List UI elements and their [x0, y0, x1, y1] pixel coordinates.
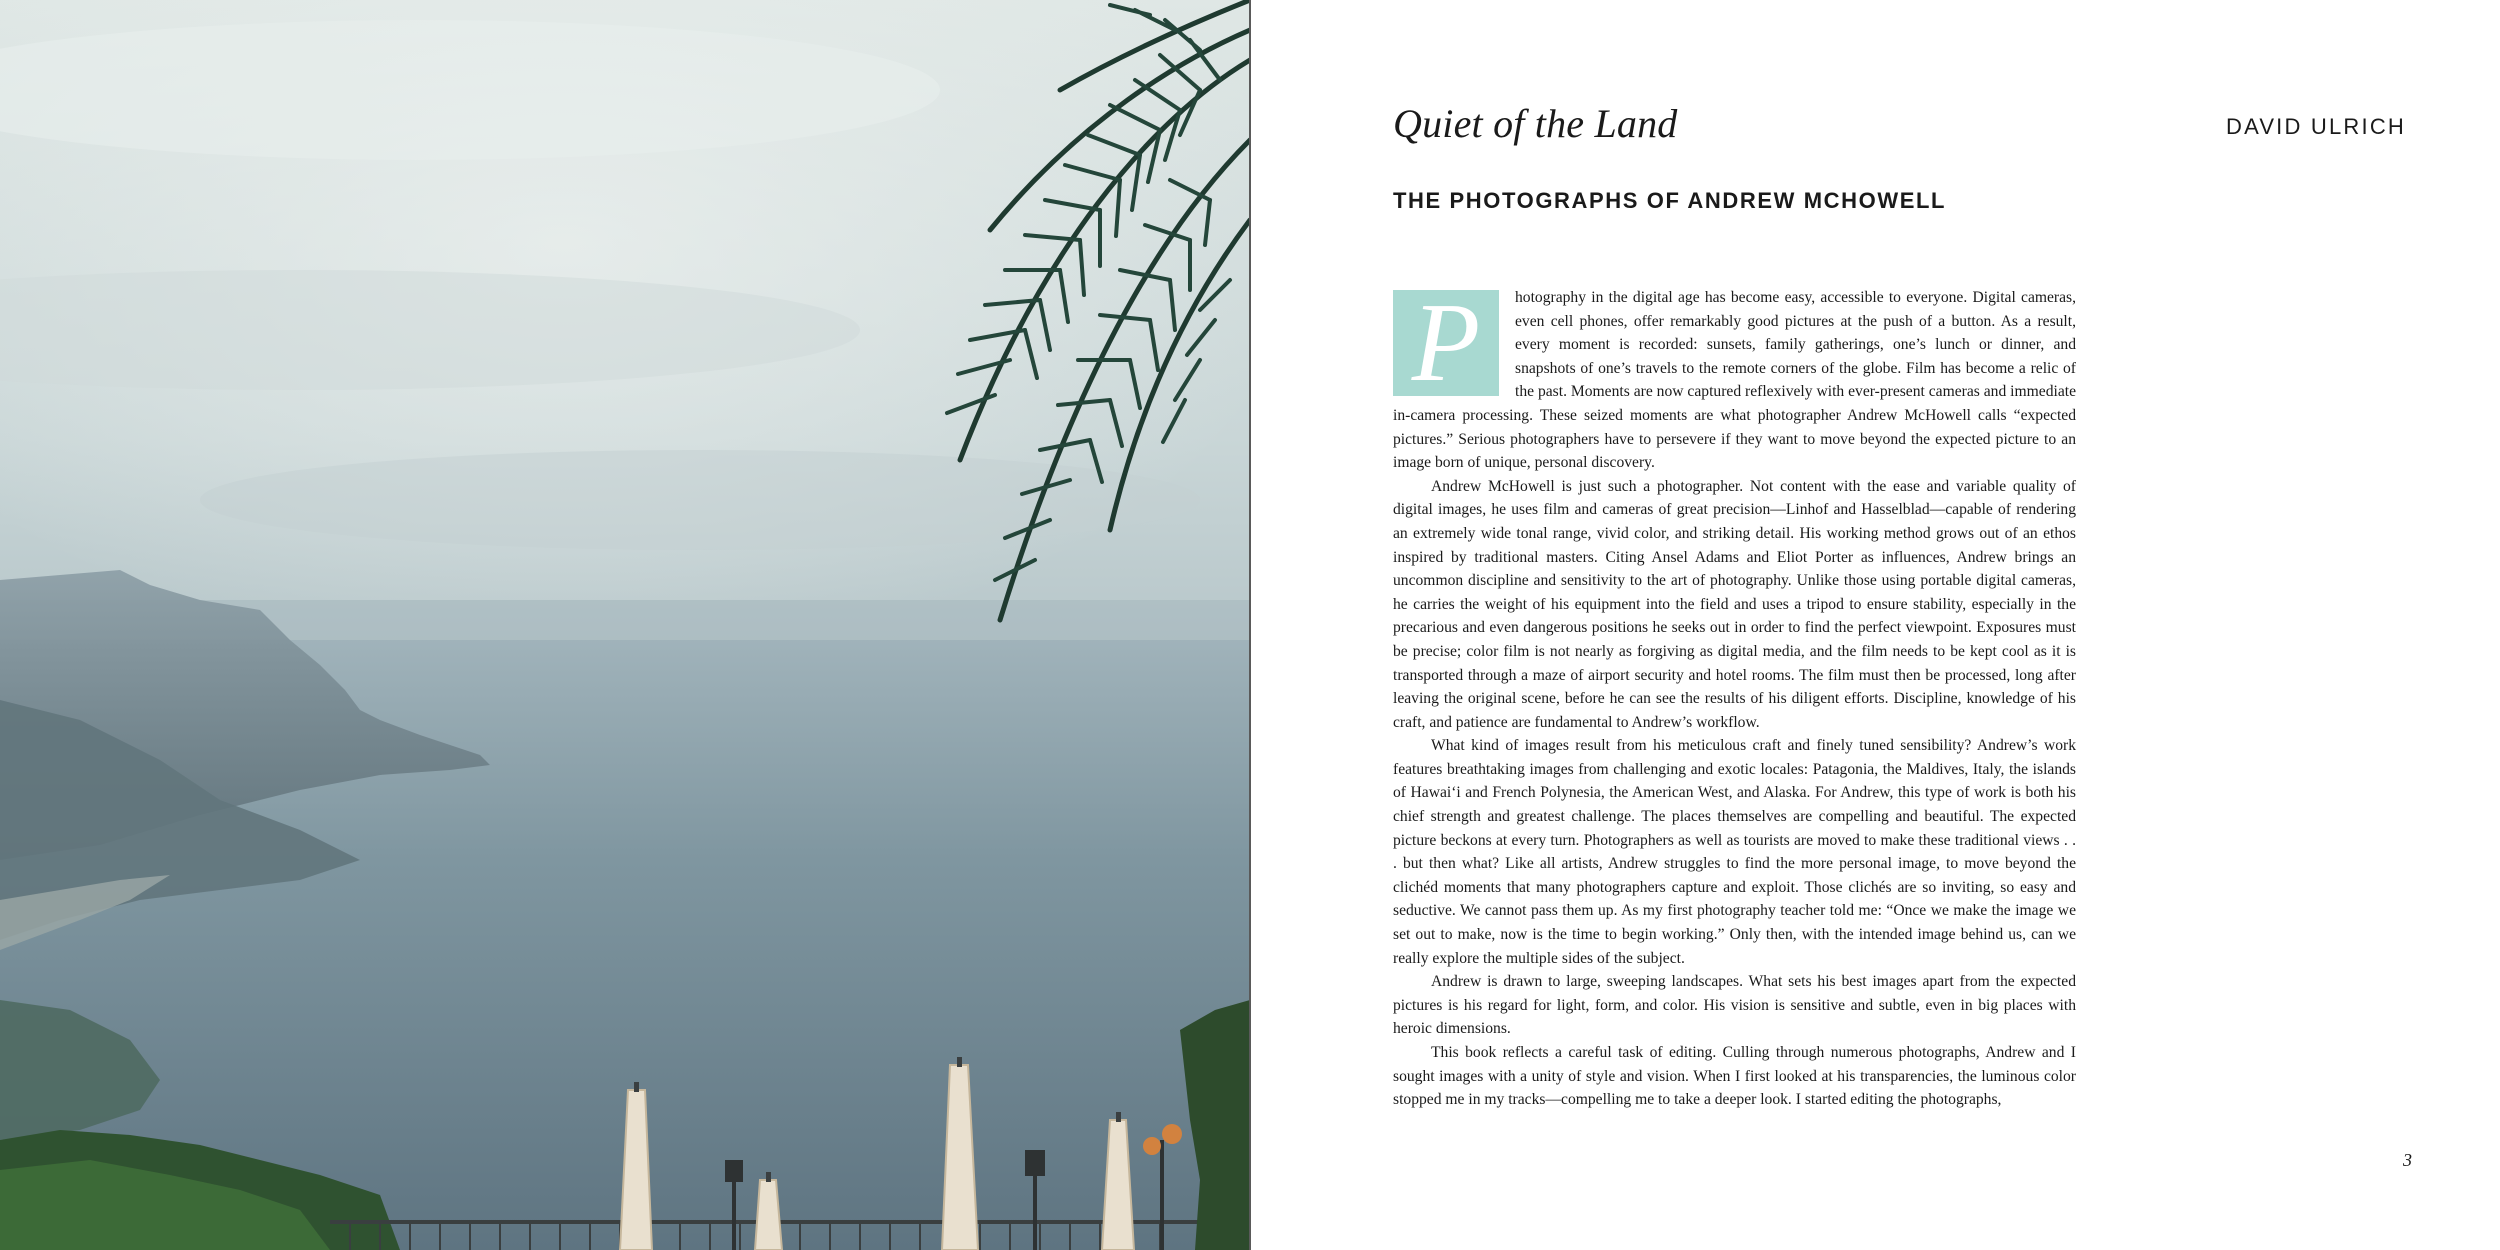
paragraph-1: hotography in the digital age has become easy, accessible to everyone. Digital cameras, even cell phones, offer remarkably good pictures at the push of a button. As a result, every moment is recorded: sunsets, family gatherings, one’s lunch or dinner, and snapshots of one’s travels to the remote corners of the globe. Film has become a relic of the past. Moments are now captured reflexively with ever-present cameras and immediate in-camera processing. These seized moments are what photographer Andrew McHowell calls “expected pictures.” Serious photographers have to persevere if they want to move beyond the expected picture to an image born of unique, personal discovery. [1393, 289, 2076, 472]
author-name: DAVID ULRICH [2225, 114, 2406, 139]
paragraph-4: Andrew is drawn to large, sweeping landscapes. What sets his best images apart from the expected pictures is his regard for light, form, and color. His vision is sensitive and subtle, even in big places with heroic dimensions. [1393, 973, 2076, 1038]
book-title: Quiet of the Land [1393, 101, 1678, 146]
page-number: 3 [2403, 1150, 2412, 1170]
essay-body [1393, 281, 2076, 1112]
drop-cap: P [1393, 290, 1499, 396]
chapter-subtitle: THE PHOTOGRAPHS OF ANDREW MCHOWELL [1393, 188, 1947, 213]
paragraph-3: What kind of images result from his meticulous craft and finely tuned sensibility? Andrew’s work features breathtaking images from challenging and exotic locales: Patagonia, the Maldives, Italy, the islands of Hawai‘i and French Polynesia, the American West, and Alaska. For Andrew, this type of work is both his chief strength and greatest challenge. The places themselves are compelling and beautiful. The expected picture beckons at every turn. Photographers as well as tourists are moved to make these traditional views . . . but then what? Like all artists, Andrew struggles to find the more personal image, to move beyond the clichéd moments that many photographers capture and exploit. Those clichés are so inviting, so easy and seductive. We cannot pass them up. As my first photography teacher told me: “Once we make the image we set out to make, now is the time to begin working.” Only then, with the intended image behind us, can we really explore the multiple sides of the subject. [1393, 737, 2076, 967]
paragraph-5: This book reflects a careful task of editing. Culling through numerous photographs, Andrew and I sought images with a unity of style and vision. When I first looked at his transparencies, the luminous color stopped me in my tracks—compelling me to take a deeper look. I started editing the photographs, [1393, 1044, 2076, 1109]
text-page [1251, 0, 2500, 1250]
paragraph-2: Andrew McHowell is just such a photographer. Not content with the ease and variable quality of digital images, he uses film and cameras of great precision—Linhof and Hasselblad—capable of rendering an extremely wide tonal range, vivid color, and striking detail. His working method grows out of an ethos inspired by traditional masters. Citing Ansel Adams and Eliot Porter as influences, Andrew brings an uncommon discipline and sensitivity to the art of photography. Unlike those using portable digital cameras, he carries the weight of his equipment into the field and uses a tripod to ensure stability, especially in the precarious and even dangerous positions he seeks out in order to find the perfect viewpoint. Exposures must be precise; color film is not nearly as forgiving as digital media, and the film needs to be kept cool as it is transported through a maze of airport security and hotel rooms. The film must then be processed, long after leaving the original scene, before he can see the results of his diligent efforts. Discipline, knowledge of his craft, and patience are fundamental to Andrew’s workflow. [1393, 477, 2076, 731]
